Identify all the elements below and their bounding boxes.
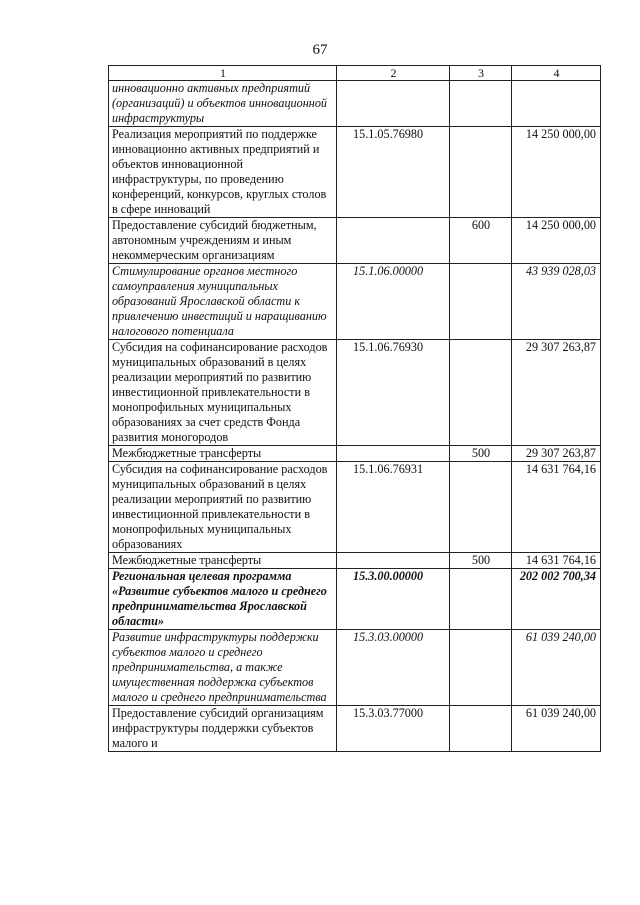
page-number: 67	[312, 42, 328, 58]
row-amount: 43 939 028,03	[512, 264, 601, 340]
row-name: Межбюджетные трансферты	[109, 446, 337, 462]
row-code: 15.1.05.76980	[337, 127, 450, 218]
row-type	[450, 569, 512, 630]
table-row	[109, 553, 601, 569]
table-row	[109, 569, 601, 630]
table-row	[109, 127, 601, 218]
row-amount: 14 250 000,00	[512, 218, 601, 264]
budget-table	[108, 65, 601, 752]
row-amount: 14 250 000,00	[512, 127, 601, 218]
row-amount: 202 002 700,34	[512, 569, 601, 630]
row-type	[450, 264, 512, 340]
table-row	[109, 446, 601, 462]
row-code	[337, 81, 450, 127]
row-type	[450, 462, 512, 553]
table-header-row	[109, 66, 601, 81]
row-code: 15.1.06.76931	[337, 462, 450, 553]
row-code: 15.1.06.00000	[337, 264, 450, 340]
row-amount: 29 307 263,87	[512, 340, 601, 446]
row-name: Стимулирование органов местного самоуправления муниципальных образований Ярославской области к привлечению инвестиций и наращиванию налогового потенциала	[109, 264, 337, 340]
row-name: Субсидия на софинансирование расходов муниципальных образований в целях реализации мероприятий по развитию инвестиционной привлекательности в монопрофильных муниципальных образованиях за счет средств Фонда развития моногородов	[109, 340, 337, 446]
row-code: 15.1.06.76930	[337, 340, 450, 446]
row-type: 500	[450, 553, 512, 569]
table-row	[109, 462, 601, 553]
row-code	[337, 446, 450, 462]
row-type: 500	[450, 446, 512, 462]
row-type	[450, 706, 512, 752]
row-amount: 29 307 263,87	[512, 446, 601, 462]
row-name: инновационно активных предприятий (организаций) и объектов инновационной инфраструктуры	[109, 81, 337, 127]
header-col-2: 2	[337, 66, 450, 81]
header-col-3: 3	[450, 66, 512, 81]
row-name: Предоставление субсидий организациям инфраструктуры поддержки субъектов малого и	[109, 706, 337, 752]
table-row	[109, 81, 601, 127]
header-col-1: 1	[109, 66, 337, 81]
row-type: 600	[450, 218, 512, 264]
row-amount	[512, 81, 601, 127]
row-name: Межбюджетные трансферты	[109, 553, 337, 569]
row-name: Развитие инфраструктуры поддержки субъектов малого и среднего предпринимательства, а также имущественная поддержка субъектов малого и среднего предпринимательства	[109, 630, 337, 706]
row-code	[337, 553, 450, 569]
row-code	[337, 218, 450, 264]
table-row	[109, 630, 601, 706]
header-col-4: 4	[512, 66, 601, 81]
row-name: Предоставление субсидий бюджетным, автономным учреждениям и иным некоммерческим организациям	[109, 218, 337, 264]
row-type	[450, 81, 512, 127]
row-amount: 14 631 764,16	[512, 462, 601, 553]
row-amount: 14 631 764,16	[512, 553, 601, 569]
row-type	[450, 127, 512, 218]
row-name: Реализация мероприятий по поддержке инновационно активных предприятий и объектов инновационной инфраструктуры, по проведению конференций, конкурсов, круглых столов в сфере инноваций	[109, 127, 337, 218]
row-name: Субсидия на софинансирование расходов муниципальных образований в целях реализации мероприятий по развитию инвестиционной привлекательности в монопрофильных муниципальных образованиях	[109, 462, 337, 553]
row-code: 15.3.03.77000	[337, 706, 450, 752]
row-amount: 61 039 240,00	[512, 706, 601, 752]
row-code: 15.3.00.00000	[337, 569, 450, 630]
row-code: 15.3.03.00000	[337, 630, 450, 706]
row-name: Региональная целевая программа «Развитие субъектов малого и среднего предпринимательства Ярославской области»	[109, 569, 337, 630]
row-type	[450, 340, 512, 446]
table-row	[109, 340, 601, 446]
table-row	[109, 218, 601, 264]
row-type	[450, 630, 512, 706]
table-row	[109, 264, 601, 340]
table-row	[109, 706, 601, 752]
row-amount: 61 039 240,00	[512, 630, 601, 706]
